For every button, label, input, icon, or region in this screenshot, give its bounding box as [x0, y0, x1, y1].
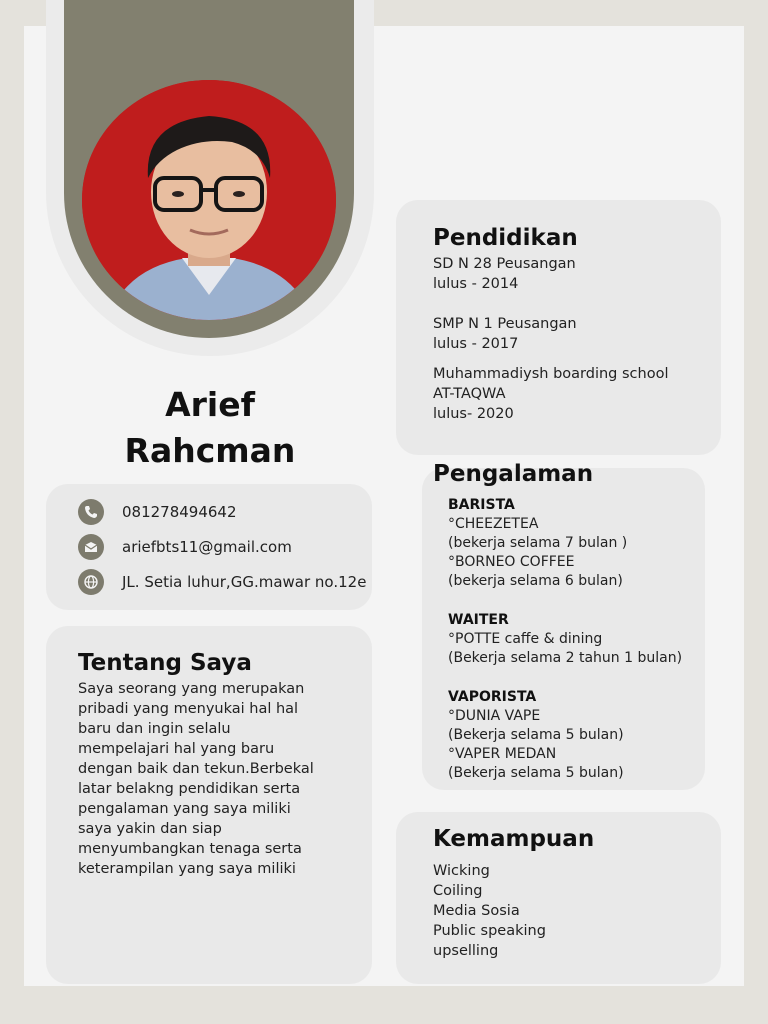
skill-item: Public speaking	[433, 923, 546, 939]
skill-item: upselling	[433, 943, 499, 959]
education-item-smp	[433, 314, 577, 354]
portrait-illustration	[82, 80, 336, 320]
contact-phone-row	[78, 500, 237, 524]
experience-group-barista	[448, 496, 627, 591]
experience-heading: Pengalaman	[433, 461, 594, 487]
job-line: (Bekerja selama 5 bulan)	[448, 727, 624, 743]
job-line: (Bekerja selama 2 tahun 1 bulan)	[448, 650, 683, 666]
job-line: °BORNEO COFFEE	[448, 554, 575, 570]
last-name: Rahcman	[124, 431, 296, 470]
skill-item: Coiling	[433, 883, 483, 899]
about-line: mempelajari hal yang baru	[78, 741, 275, 757]
job-line: (bekerja selama 6 bulan)	[448, 573, 623, 589]
graduation-year: lulus - 2014	[433, 276, 519, 292]
about-line: pribadi yang menyukai hal hal	[78, 701, 299, 717]
skill-item: Wicking	[433, 863, 490, 879]
job-line: °POTTE caffe & dining	[448, 631, 603, 647]
profile-photo	[82, 80, 336, 320]
job-role: BARISTA	[448, 497, 515, 513]
about-line: dengan baik dan tekun.Berbekal	[78, 761, 314, 777]
address: JL. Setia luhur,GG.mawar no.12e	[122, 573, 367, 591]
about-line: Saya seorang yang merupakan	[78, 681, 305, 697]
job-line: (Bekerja selama 5 bulan)	[448, 765, 624, 781]
experience-group-waiter	[448, 611, 682, 668]
school-name-line2: AT-TAQWA	[433, 386, 506, 402]
about-line: menyumbangkan tenaga serta	[78, 841, 302, 857]
phone-number: 081278494642	[122, 503, 237, 521]
school-name: Muhammadiysh boarding school	[433, 366, 669, 382]
about-line: latar belakng pendidikan serta	[78, 781, 301, 797]
job-line: °DUNIA VAPE	[448, 708, 541, 724]
graduation-year: lulus- 2020	[433, 406, 514, 422]
contact-email-row	[78, 535, 292, 559]
school-name: SD N 28 Peusangan	[433, 256, 576, 272]
skills-heading: Kemampuan	[433, 826, 595, 852]
envelope-icon	[78, 534, 104, 560]
about-line: keterampilan yang saya miliki	[78, 861, 296, 877]
globe-icon	[78, 569, 104, 595]
experience-group-vaporista	[448, 688, 624, 783]
profile-name	[46, 382, 374, 474]
about-line: saya yakin dan siap	[78, 821, 222, 837]
about-heading: Tentang Saya	[78, 650, 252, 676]
contact-address-row	[78, 570, 366, 594]
graduation-year: lulus - 2017	[433, 336, 519, 352]
job-role: VAPORISTA	[448, 689, 537, 705]
job-line: °CHEEZETEA	[448, 516, 539, 532]
education-heading: Pendidikan	[433, 225, 578, 251]
about-line: baru dan ingin selalu	[78, 721, 231, 737]
job-role: WAITER	[448, 612, 509, 628]
phone-icon	[78, 499, 104, 525]
job-line: (bekerja selama 7 bulan )	[448, 535, 628, 551]
education-item-sd	[433, 254, 576, 294]
skill-item: Media Sosia	[433, 903, 520, 919]
about-line: pengalaman yang saya miliki	[78, 801, 291, 817]
skills-list	[433, 861, 546, 961]
about-text	[78, 679, 338, 879]
job-line: °VAPER MEDAN	[448, 746, 557, 762]
first-name: Arief	[165, 385, 255, 424]
education-item-boarding	[433, 364, 668, 424]
school-name: SMP N 1 Peusangan	[433, 316, 577, 332]
email-address: ariefbts11@gmail.com	[122, 538, 292, 556]
